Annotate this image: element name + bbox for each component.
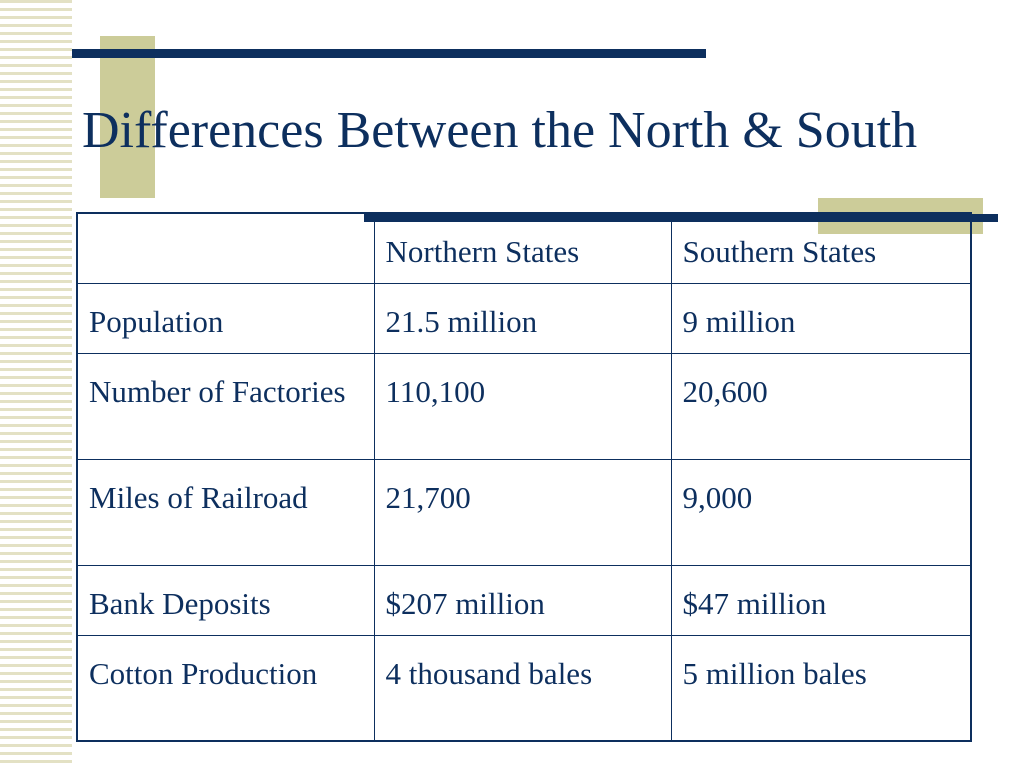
header-cell-northern: Northern States <box>374 213 671 283</box>
header-cell-southern: Southern States <box>671 213 971 283</box>
navy-bar-top <box>72 49 706 58</box>
comparison-table <box>76 212 972 742</box>
table-row-bank-deposits <box>77 565 971 635</box>
header-cell-empty <box>77 213 374 283</box>
northern-value: 4 thousand bales <box>374 635 671 741</box>
navy-bar-right <box>364 214 998 222</box>
row-label: Population <box>77 283 374 353</box>
row-label: Number of Factories <box>77 353 374 459</box>
southern-value: 9,000 <box>671 459 971 565</box>
slide-title: Differences Between the North & South <box>82 102 918 159</box>
table-row-population <box>77 283 971 353</box>
northern-value: 21,700 <box>374 459 671 565</box>
row-label: Miles of Railroad <box>77 459 374 565</box>
left-stripe-decoration <box>0 0 72 768</box>
table-row-cotton <box>77 635 971 741</box>
table-header-row <box>77 213 971 283</box>
southern-value: 9 million <box>671 283 971 353</box>
row-label: Cotton Production <box>77 635 374 741</box>
northern-value: 110,100 <box>374 353 671 459</box>
table-row-railroad <box>77 459 971 565</box>
northern-value: $207 million <box>374 565 671 635</box>
southern-value: $47 million <box>671 565 971 635</box>
table-row-factories <box>77 353 971 459</box>
southern-value: 20,600 <box>671 353 971 459</box>
comparison-table-wrapper <box>76 212 970 740</box>
southern-value: 5 million bales <box>671 635 971 741</box>
row-label: Bank Deposits <box>77 565 374 635</box>
northern-value: 21.5 million <box>374 283 671 353</box>
